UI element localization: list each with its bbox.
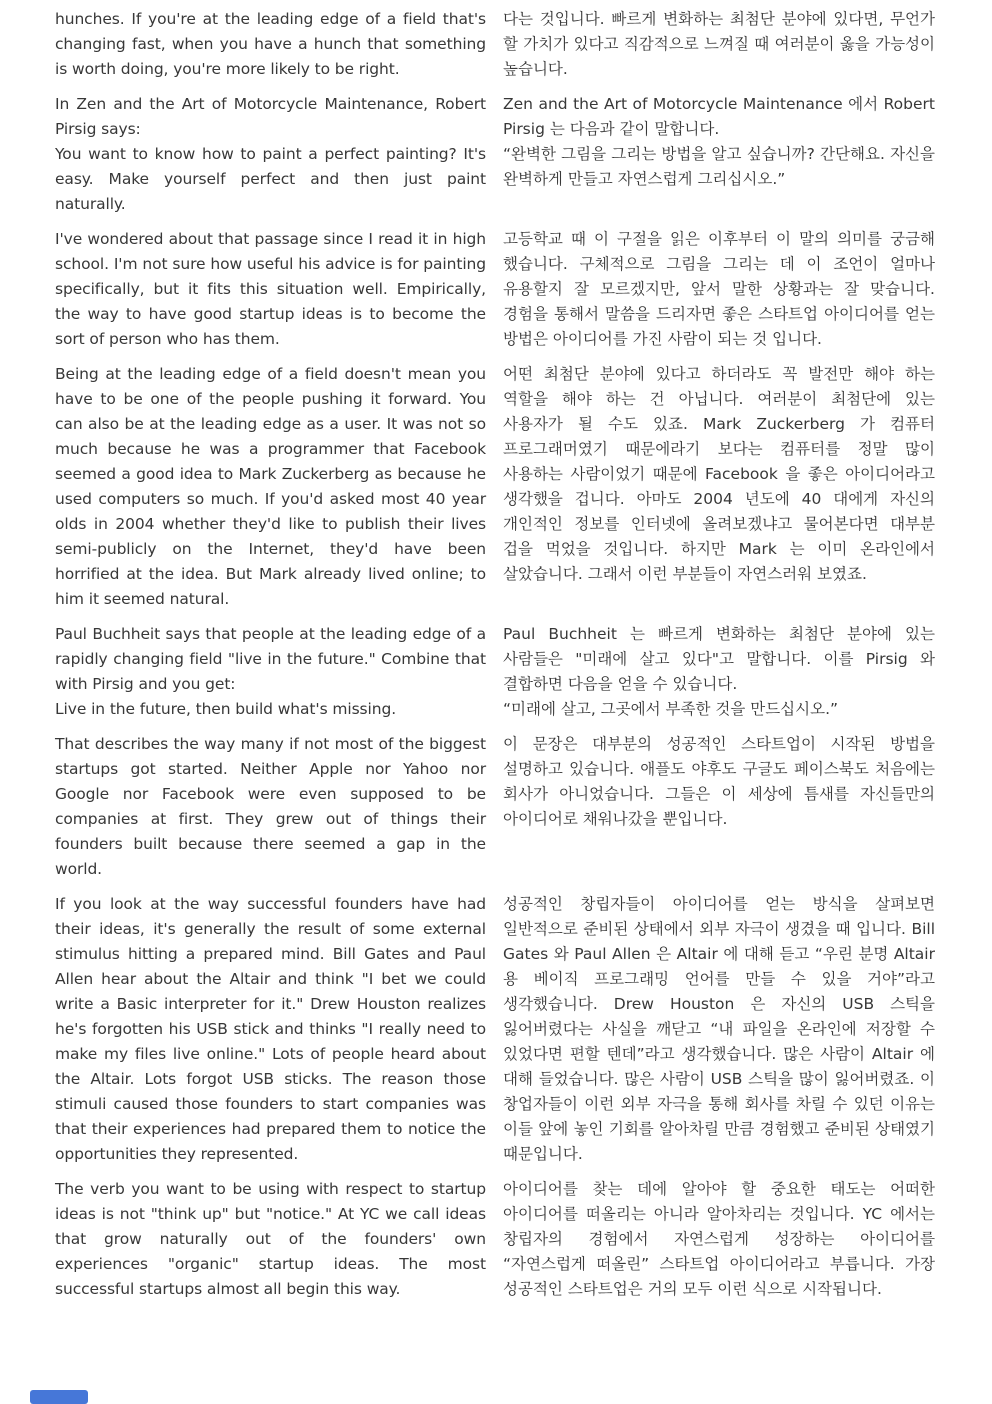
korean-paragraph: 이 문장은 대부분의 성공적인 스타트업이 시작된 방법을 설명하고 있습니다. 애플도 야후도 구글도 페이스북도 처음에는 회사가 아니었습니다. 그들은 이 세상에 틈새를 자신들만의 아이디어로 채워나갔을 뿐입니다.	[503, 735, 935, 828]
korean-paragraph: “미래에 살고, 그곳에서 부족한 것을 만드십시오.”	[503, 700, 839, 718]
korean-paragraph: 고등학교 때 이 구절을 읽은 이후부터 이 말의 의미를 궁금해 했습니다. 구체적으로 그림을 그리는 데 이 조언이 얼마나 유용할지 잘 모르겠지만, 앞서 말한 상황과는 잘 맞습니다. 경험을 통해서 말씀을 드리자면 좋은 스타트업 아이디어를 얻는 방법은 아이디어를 가진 사람이 되는 것 입니다.	[503, 230, 935, 348]
korean-cell	[503, 227, 935, 352]
korean-paragraph: 성공적인 창립자들이 아이디어를 얻는 방식을 살펴보면 일반적으로 준비된 상태에서 외부 자극이 생겼을 때 입니다. Bill Gates 와 Paul Allen 은 Altair 에 대해 듣고 “우린 분명 Altair 용 베이직 프로그래밍 언어를 만들 수 있을 거야”라고 생각했습니다. Drew Houston 은 자신의 USB 스틱을 잃어버렸다는 사실을 깨닫고 “내 파일을 온라인에 저장할 수 있었다면 편할 텐데”라고 생각했습니다. 많은 사람이 Altair 에 대해 들었습니다. 많은 사람이 USB 스틱을 많이 잃어버렸죠. 이 창업자들이 이런 외부 자극을 통해 회사를 차릴 수 있던 이유는 이들 앞에 놓인 기회를 알아차릴 만큼 경험했고 준비된 상태였기 때문입니다.	[503, 895, 935, 1163]
korean-paragraph: 어떤 최첨단 분야에 있다고 하더라도 꼭 발전만 해야 하는 역할을 해야 하는 건 아닙니다. 여러분이 최첨단에 있는 사용자가 될 수도 있죠. Mark Zuckerberg 가 컴퓨터 프로그래머였기 때문에라기 보다는 컴퓨터를 정말 많이 사용하는 사람이었기 때문에 Facebook 을 좋은 아이디어라고 생각했을 겁니다. 아마도 2004 년도에 40 대에게 자신의 개인적인 정보를 인터넷에 올려보겠냐고 물어본다면 대부분 겁을 먹었을 것입니다. 하지만 Mark 는 이미 온라인에서 살았습니다. 그래서 이런 부분들이 자연스러워 보였죠.	[503, 365, 935, 583]
translation-row	[55, 362, 935, 612]
english-cell	[55, 892, 486, 1167]
korean-paragraph: “완벽한 그림을 그리는 방법을 알고 싶습니까? 간단해요. 자신을 완벽하게 만들고 자연스럽게 그리십시오.”	[503, 145, 935, 188]
english-cell	[55, 92, 486, 217]
english-cell	[55, 1177, 486, 1302]
translation-row	[55, 622, 935, 722]
korean-cell	[503, 92, 935, 217]
english-paragraph: The verb you want to be using with respect to startup ideas is not "think up" but "notice." At YC we call ideas that grow naturally out of the founders' own experiences "organic" startup ideas. The most successful startups almost all begin this way.	[55, 1180, 486, 1298]
korean-cell	[503, 1177, 935, 1302]
english-cell	[55, 732, 486, 882]
blue-button-fragment[interactable]	[30, 1390, 88, 1404]
translation-row	[55, 227, 935, 352]
translation-row	[55, 92, 935, 217]
english-cell	[55, 622, 486, 722]
translation-row	[55, 892, 935, 1167]
translation-row	[55, 732, 935, 882]
korean-paragraph: Paul Buchheit 는 빠르게 변화하는 최첨단 분야에 있는 사람들은 "미래에 살고 있다"고 말합니다. 이를 Pirsig 와 결합하면 다음을 얻을 수 있습니다.	[503, 625, 935, 693]
english-cell	[55, 227, 486, 352]
english-cell	[55, 7, 486, 82]
korean-cell	[503, 892, 935, 1167]
korean-paragraph: 다는 것입니다. 빠르게 변화하는 최첨단 분야에 있다면, 무언가 할 가치가 있다고 직감적으로 느껴질 때 여러분이 옳을 가능성이 높습니다.	[503, 10, 935, 78]
english-paragraph: You want to know how to paint a perfect painting? It's easy. Make yourself perfect and then just paint naturally.	[55, 145, 486, 213]
translation-row	[55, 7, 935, 82]
korean-cell	[503, 362, 935, 612]
korean-paragraph: 아이디어를 찾는 데에 알아야 할 중요한 태도는 어떠한 아이디어를 떠올리는 아니라 알아차리는 것입니다. YC 에서는 창립자의 경험에서 자연스럽게 성장하는 아이디어를 “자연스럽게 떠올린” 스타트업 아이디어라고 부릅니다. 가장 성공적인 스타트업은 거의 모두 이런 식으로 시작됩니다.	[503, 1180, 935, 1298]
korean-cell	[503, 732, 935, 882]
korean-cell	[503, 7, 935, 82]
korean-paragraph: Zen and the Art of Motorcycle Maintenance 에서 Robert Pirsig 는 다음과 같이 말합니다.	[503, 95, 935, 138]
english-paragraph: Live in the future, then build what's missing.	[55, 700, 397, 718]
translation-row	[55, 1177, 935, 1302]
korean-cell	[503, 622, 935, 722]
english-paragraph: hunches. If you're at the leading edge of a field that's changing fast, when you have a hunch that something is worth doing, you're more likely to be right.	[55, 10, 486, 78]
translation-rows	[55, 7, 935, 1302]
english-paragraph: That describes the way many if not most of the biggest startups got started. Neither Apple nor Yahoo nor Google nor Facebook were even supposed to be companies at first. They grew out of things their founders built because there seemed a gap in the world.	[55, 735, 486, 878]
english-paragraph: Being at the leading edge of a field doesn't mean you have to be one of the people pushing it forward. You can also be at the leading edge as a user. It was not so much because he was a programmer that Facebook seemed a good idea to Mark Zuckerberg as because he used computers so much. If you'd asked most 40 year olds in 2004 whether they'd like to publish their lives semi-publicly on the Internet, they'd have been horrified at the idea. But Mark already lived online; to him it seemed natural.	[55, 365, 486, 608]
english-paragraph: I've wondered about that passage since I read it in high school. I'm not sure how useful his advice is for painting specifically, but it fits this situation well. Empirically, the way to have good startup ideas is to become the sort of person who has them.	[55, 230, 486, 348]
english-cell	[55, 362, 486, 612]
english-paragraph: If you look at the way successful founders have had their ideas, it's generally the result of some external stimulus hitting a prepared mind. Bill Gates and Paul Allen hear about the Altair and think "I bet we could write a Basic interpreter for it." Drew Houston realizes he's forgotten his USB stick and thinks "I really need to make my files live online." Lots of people heard about the Altair. Lots forgot USB sticks. The reason those stimuli caused those founders to start companies was that their experiences had prepared them to notice the opportunities they represented.	[55, 895, 486, 1163]
english-paragraph: In Zen and the Art of Motorcycle Maintenance, Robert Pirsig says:	[55, 95, 486, 138]
english-paragraph: Paul Buchheit says that people at the leading edge of a rapidly changing field "live in the future." Combine that with Pirsig and you get:	[55, 625, 486, 693]
